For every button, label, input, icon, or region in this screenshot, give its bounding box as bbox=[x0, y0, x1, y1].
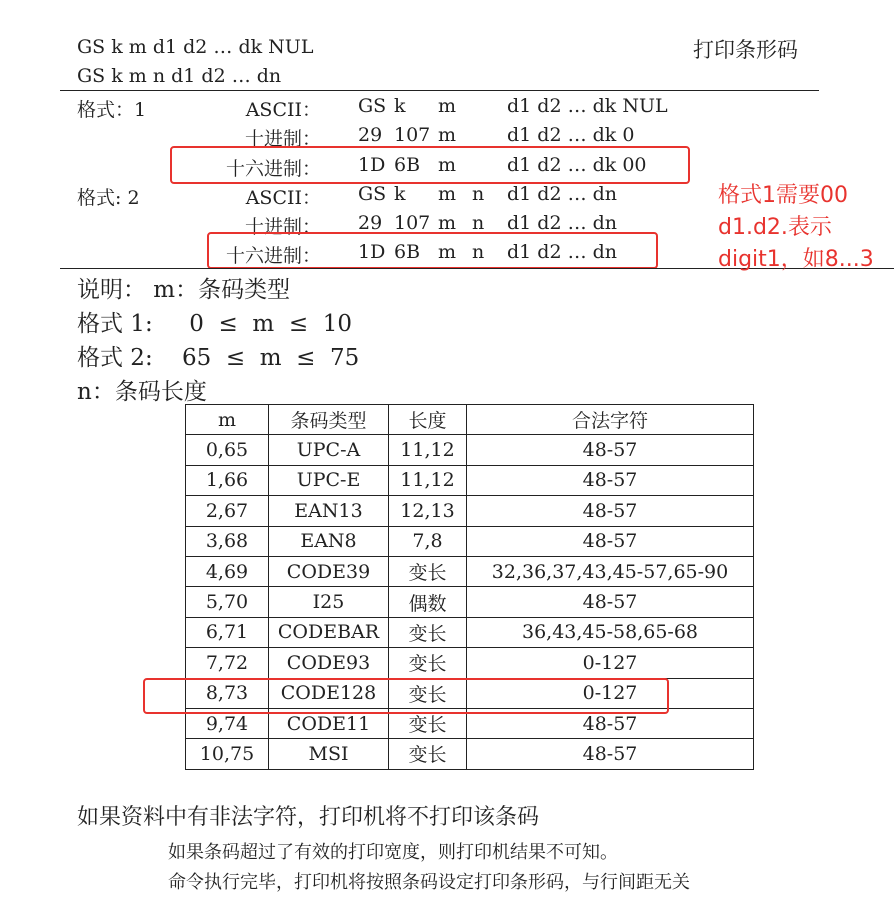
table-row bbox=[186, 617, 754, 647]
table-cell: 9,74 bbox=[186, 708, 269, 738]
table-cell: 6,71 bbox=[186, 617, 269, 647]
explanation-m: 说明： m：条码类型 bbox=[77, 277, 291, 303]
format1-label: 格式：1 bbox=[77, 99, 147, 121]
format1-c2: 107 bbox=[394, 124, 431, 146]
annotation-line-2: d1.d2.表示 bbox=[718, 215, 832, 240]
format2-c3: m bbox=[438, 212, 457, 234]
table-cell: 变长 bbox=[389, 617, 467, 647]
format1-c5: d1 d2 … dk NUL bbox=[507, 95, 668, 117]
table-cell: 10,75 bbox=[186, 739, 269, 769]
table-cell: 0-127 bbox=[467, 648, 754, 678]
table-cell: UPC-A bbox=[269, 435, 389, 465]
format1-type: 十六进制： bbox=[225, 158, 321, 180]
table-row bbox=[186, 435, 754, 465]
highlight-format1-hex bbox=[170, 146, 690, 184]
column-header-m: m bbox=[186, 405, 269, 435]
header-divider bbox=[60, 90, 819, 91]
column-header-valid-chars: 合法字符 bbox=[467, 405, 754, 435]
format2-c1: GS bbox=[358, 183, 387, 205]
format1-type: 十进制： bbox=[244, 128, 321, 150]
explanation-format1-range: 格式 1: 0 ≤ m ≤ 10 bbox=[77, 311, 352, 337]
table-cell: 48-57 bbox=[467, 587, 754, 617]
format2-c1: 29 bbox=[358, 212, 383, 234]
table-cell: 32,36,37,43,45-57,65-90 bbox=[467, 556, 754, 586]
format1-type: ASCII： bbox=[245, 99, 321, 121]
table-cell: 8,73 bbox=[186, 678, 269, 708]
barcode-type-table bbox=[185, 404, 754, 770]
table-cell: 变长 bbox=[389, 739, 467, 769]
table-cell: 偶数 bbox=[389, 587, 467, 617]
format1-c5: d1 d2 … dk 0 bbox=[507, 124, 635, 146]
table-cell: 4,69 bbox=[186, 556, 269, 586]
format2-c4: n bbox=[472, 241, 485, 263]
table-cell: 变长 bbox=[389, 678, 467, 708]
table-cell: 0,65 bbox=[186, 435, 269, 465]
table-cell: CODE11 bbox=[269, 708, 389, 738]
format1-c2: 6B bbox=[394, 154, 421, 176]
format2-type: 十进制： bbox=[244, 216, 321, 238]
annotation-line-3: digit1，如8...3 bbox=[718, 247, 874, 272]
format2-c3: m bbox=[438, 241, 457, 263]
table-cell: 变长 bbox=[389, 648, 467, 678]
format1-c2: k bbox=[394, 95, 406, 117]
highlight-format2-hex bbox=[207, 232, 658, 269]
table-cell: 7,72 bbox=[186, 648, 269, 678]
explanation-format2-range: 格式 2: 65 ≤ m ≤ 75 bbox=[77, 345, 360, 371]
format2-label: 格式: 2 bbox=[77, 187, 140, 209]
table-row bbox=[186, 587, 754, 617]
column-header-length: 长度 bbox=[389, 405, 467, 435]
table-cell: 1,66 bbox=[186, 465, 269, 495]
column-header-type: 条码类型 bbox=[269, 405, 389, 435]
highlight-code128-row bbox=[143, 678, 669, 714]
table-cell: 7,8 bbox=[389, 526, 467, 556]
table-cell: I25 bbox=[269, 587, 389, 617]
table-row bbox=[186, 526, 754, 556]
table-cell: 5,70 bbox=[186, 587, 269, 617]
table-cell: UPC-E bbox=[269, 465, 389, 495]
footer-line-1: 如果资料中有非法字符，打印机将不打印该条码 bbox=[77, 805, 540, 830]
format2-c2: 107 bbox=[394, 212, 431, 234]
table-cell: 36,43,45-58,65-68 bbox=[467, 617, 754, 647]
format2-c4: n bbox=[472, 212, 485, 234]
table-cell: CODE93 bbox=[269, 648, 389, 678]
annotation-line-1: 格式1需要00 bbox=[718, 183, 848, 208]
table-cell: 11,12 bbox=[389, 465, 467, 495]
format2-c1: 1D bbox=[358, 241, 386, 263]
table-cell: CODE39 bbox=[269, 556, 389, 586]
table-cell: 48-57 bbox=[467, 739, 754, 769]
table-cell: 变长 bbox=[389, 556, 467, 586]
footer-line-3: 命令执行完毕，打印机将按照条码设定打印条形码，与行间距无关 bbox=[168, 872, 690, 893]
format1-c5: d1 d2 … dk 00 bbox=[507, 154, 647, 176]
page-title: 打印条形码 bbox=[693, 38, 798, 62]
format2-c4: n bbox=[472, 183, 485, 205]
format2-c2: k bbox=[394, 183, 406, 205]
table-cell: 3,68 bbox=[186, 526, 269, 556]
format1-c1: GS bbox=[358, 95, 387, 117]
format2-c3: m bbox=[438, 183, 457, 205]
table-cell: 2,67 bbox=[186, 496, 269, 526]
format1-c3: m bbox=[438, 154, 457, 176]
format1-c1: 29 bbox=[358, 124, 383, 146]
explanation-n: n：条码长度 bbox=[77, 379, 207, 405]
table-cell: EAN8 bbox=[269, 526, 389, 556]
table-row bbox=[186, 739, 754, 769]
table-row bbox=[186, 465, 754, 495]
format1-c3: m bbox=[438, 95, 457, 117]
table-cell: 0-127 bbox=[467, 678, 754, 708]
format2-c2: 6B bbox=[394, 241, 421, 263]
table-row bbox=[186, 648, 754, 678]
format2-c5: d1 d2 … dn bbox=[507, 183, 618, 205]
table-cell: 48-57 bbox=[467, 465, 754, 495]
table-cell: 变长 bbox=[389, 708, 467, 738]
table-cell: 48-57 bbox=[467, 435, 754, 465]
table-cell: MSI bbox=[269, 739, 389, 769]
format1-c1: 1D bbox=[358, 154, 386, 176]
table-header-row bbox=[186, 405, 754, 435]
table-row bbox=[186, 556, 754, 586]
table-cell: 48-57 bbox=[467, 496, 754, 526]
table-cell: CODEBAR bbox=[269, 617, 389, 647]
table-row bbox=[186, 496, 754, 526]
format1-c3: m bbox=[438, 124, 457, 146]
table-cell: 48-57 bbox=[467, 526, 754, 556]
format2-c5: d1 d2 … dn bbox=[507, 241, 618, 263]
table-cell: CODE128 bbox=[269, 678, 389, 708]
table-cell: 48-57 bbox=[467, 708, 754, 738]
syntax-line-1: GS k m d1 d2 … dk NUL bbox=[77, 36, 314, 58]
format2-type: 十六进制： bbox=[225, 245, 321, 267]
table-cell: 11,12 bbox=[389, 435, 467, 465]
format2-c5: d1 d2 … dn bbox=[507, 212, 618, 234]
table-cell: EAN13 bbox=[269, 496, 389, 526]
format2-type: ASCII： bbox=[245, 187, 321, 209]
table-cell: 12,13 bbox=[389, 496, 467, 526]
footer-line-2: 如果条码超过了有效的打印宽度，则打印机结果不可知。 bbox=[168, 842, 618, 863]
syntax-line-2: GS k m n d1 d2 … dn bbox=[77, 65, 282, 87]
